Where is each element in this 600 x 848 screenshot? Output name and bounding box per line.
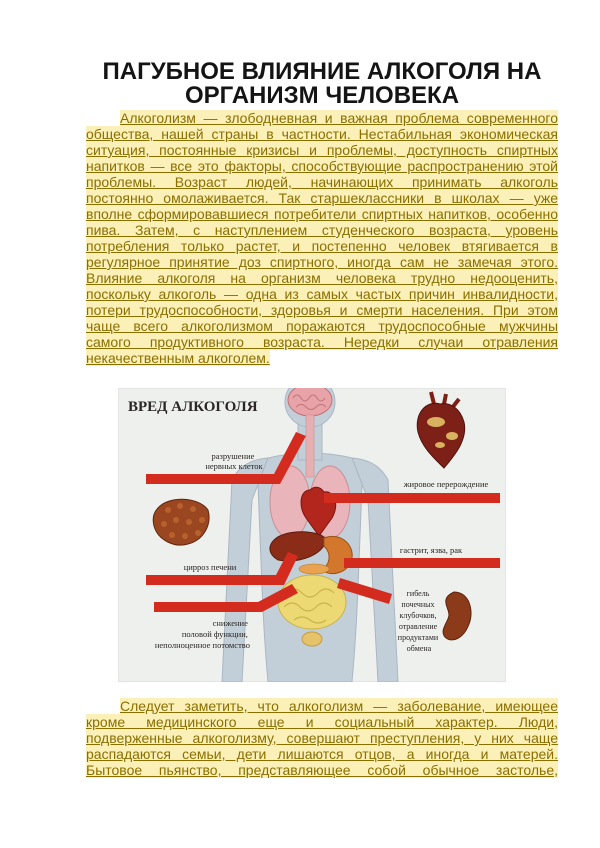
text-line <box>86 190 558 206</box>
line-text: потребления только растет, и постепенно человек втягивается в <box>86 238 558 254</box>
text-line <box>86 730 558 746</box>
text-line <box>86 110 558 126</box>
line-text: кроме медицинского еще и социальный характер. Люди, <box>86 714 558 730</box>
band-fatty-degeneration <box>324 493 500 503</box>
text-line <box>86 350 558 366</box>
text-line <box>86 142 558 158</box>
label-line: клубочков, <box>399 611 437 620</box>
band-stomach <box>344 558 500 568</box>
text-line <box>86 206 558 222</box>
text-line <box>86 222 558 238</box>
line-text: самого продуктивного возраста. Нередки случаи отравления <box>86 334 558 350</box>
brain <box>288 388 332 416</box>
label-line: почечных <box>401 600 435 609</box>
label-fatty-degeneration: жировое перерождение <box>403 479 489 489</box>
text-line <box>86 126 558 142</box>
label-liver-cirrhosis: цирроз печени <box>183 562 237 572</box>
intestines <box>278 575 346 629</box>
line-text: поскольку алкоголь — одна из самых частых причин инвалидности, <box>86 286 558 302</box>
text-line <box>86 286 558 302</box>
text-line <box>86 762 558 778</box>
label-line: разрушение <box>211 451 255 461</box>
text-line <box>86 270 558 286</box>
label-stomach: гастрит, язва, рак <box>399 545 463 555</box>
paragraph-1 <box>86 110 558 366</box>
text-line <box>86 302 558 318</box>
fat-deposit <box>435 442 445 448</box>
line-text: некачественным алкоголем. <box>86 350 270 366</box>
line-text: пива. Затем, с наступлением студенческого возраста, уровень <box>86 222 558 238</box>
line-text: регулярное принятие доз спиртного, иногда сам не замечая этого. <box>86 254 558 270</box>
line-text: проблемы. Возраст людей, начинающих принимать алкоголь <box>86 174 558 190</box>
trachea <box>306 415 314 477</box>
line-text: потери трудоспособности, здоровья и смерти населения. При этом <box>86 302 558 318</box>
text-line <box>86 174 558 190</box>
bladder <box>302 632 322 646</box>
label-line: нервных клеток <box>205 461 263 471</box>
line-text: чаще всего алкоголизмом поражаются трудоспособные мужчины <box>86 318 558 334</box>
text-line <box>86 334 558 350</box>
line-text: Алкоголизм — злободневная и важная проблема современного <box>120 110 558 126</box>
page-title: ПАГУБНОЕ ВЛИЯНИЕ АЛКОГОЛЯ НА ОРГАНИЗМ ЧЕЛОВЕКА <box>102 58 542 109</box>
text-line <box>86 238 558 254</box>
pancreas <box>299 564 329 574</box>
alcohol-harm-illustration <box>118 388 506 682</box>
label-line: обмена <box>406 644 432 653</box>
label-line: снижение <box>212 618 248 628</box>
line-text: напитков — все это факторы, способствующие распространению этой <box>86 158 558 174</box>
illustration-title: ВРЕД АЛКОГОЛЯ <box>128 399 258 415</box>
line-text: Бытовое пьянство, представляющее собой обычное застолье, <box>86 762 558 778</box>
line-text: Влияние алкоголя на организм человека трудно недооценить, <box>86 270 558 286</box>
text-line <box>86 254 558 270</box>
label-line: отравление <box>398 622 438 631</box>
text-line <box>86 158 558 174</box>
label-line: неполноценное потомство <box>154 640 250 650</box>
label-line: половой функции, <box>181 629 248 639</box>
line-text: общества, нашей страны в частности. Нестабильная экономическая <box>86 126 558 142</box>
text-line <box>86 714 558 730</box>
line-text: подверженные алкоголизму, совершают преступления, у них чаще <box>86 730 558 746</box>
fat-deposit <box>446 432 458 440</box>
line-text: распадаются семьи, дети лишаются отцов, а иногда и матерей. <box>86 746 558 762</box>
paragraph-2 <box>86 698 558 778</box>
label-nerve-cells <box>205 451 263 471</box>
line-text: Следует заметить, что алкоголизм — заболевание, имеющее <box>120 698 558 714</box>
line-text: вполне сформировавшиеся потребители спиртных напитков, особенно <box>86 206 558 222</box>
fat-deposit <box>427 417 445 427</box>
brain-shape <box>288 388 332 416</box>
label-line: продуктами <box>397 633 439 642</box>
text-line <box>86 698 558 714</box>
line-text: ситуация, постоянные кризисы и проблемы, доступность спиртных <box>86 142 558 158</box>
text-line <box>86 318 558 334</box>
line-text: постоянно омолаживается. Так старшеклассники в школах — уже <box>86 190 558 206</box>
label-line: гибель <box>406 589 430 598</box>
text-line <box>86 746 558 762</box>
